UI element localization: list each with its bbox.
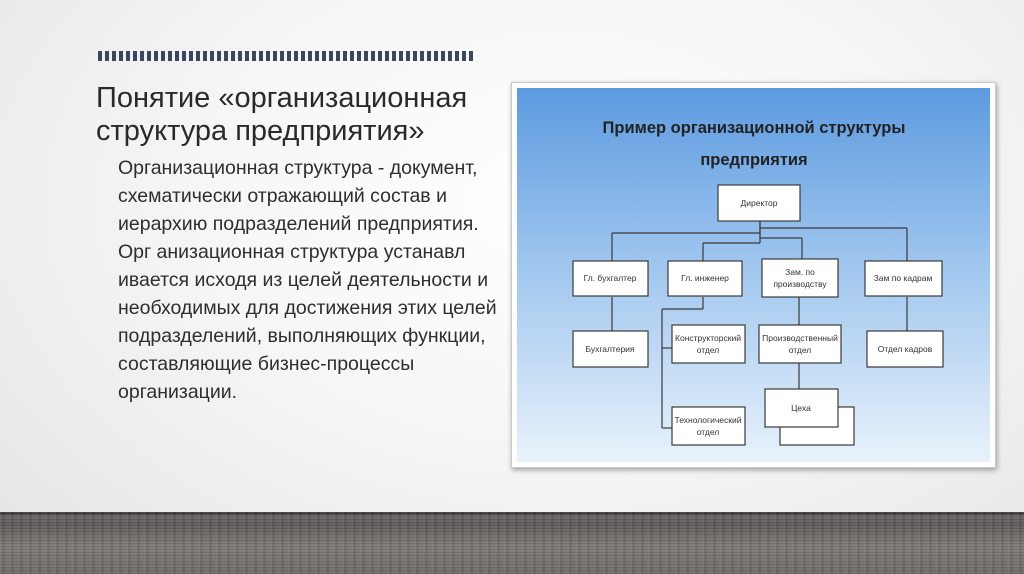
label-design-dept-line2: отдел: [696, 345, 720, 355]
org-chart-diagram: [512, 83, 995, 467]
label-tech-dept-line2: отдел: [696, 427, 720, 437]
label-workshops: Цеха: [791, 403, 811, 413]
label-tech-dept-line1: Технологический: [674, 415, 742, 425]
label-chief-engineer: Гл. инженер: [681, 273, 729, 283]
label-deputy-production-line2: производству: [773, 279, 827, 289]
label-production-dept-line2: отдел: [788, 345, 812, 355]
diagram-title-line2: предприятия: [700, 151, 808, 169]
label-deputy-production-line1: Зам. по: [785, 267, 815, 277]
box-tech-dept: [672, 407, 745, 445]
label-accounting: Бухгалтерия: [585, 344, 635, 354]
label-design-dept-line1: Конструкторский: [675, 333, 741, 343]
box-production-dept: [759, 325, 841, 363]
label-director: Директор: [740, 198, 778, 208]
label-production-dept-line1: Производственный: [762, 333, 838, 343]
box-deputy-production: [762, 259, 838, 297]
label-chief-accountant: Гл. бухгалтер: [583, 273, 637, 283]
box-design-dept: [672, 325, 745, 363]
floor-texture: [0, 512, 1024, 574]
label-deputy-hr: Зам по кадрам: [873, 273, 933, 283]
slide-title: Понятие «организационная структура предприятия»: [96, 82, 468, 147]
slide-body-text: Организационная структура - документ, схематически отражающий состав и иерархию подразделений предприятия. Орг анизационная структура устанавл ивается исходя из целей деятельности и необходимых для достижения этих целей подразделений, выполняющих функции, составляющие бизнес-процессы организации.: [118, 157, 497, 403]
label-hr-dept: Отдел кадров: [877, 344, 933, 354]
decorative-striped-bar: [98, 51, 476, 61]
diagram-title-line1: Пример организационной структуры: [602, 119, 906, 137]
org-chart-image: [511, 82, 996, 468]
floor-background: [0, 512, 1024, 574]
